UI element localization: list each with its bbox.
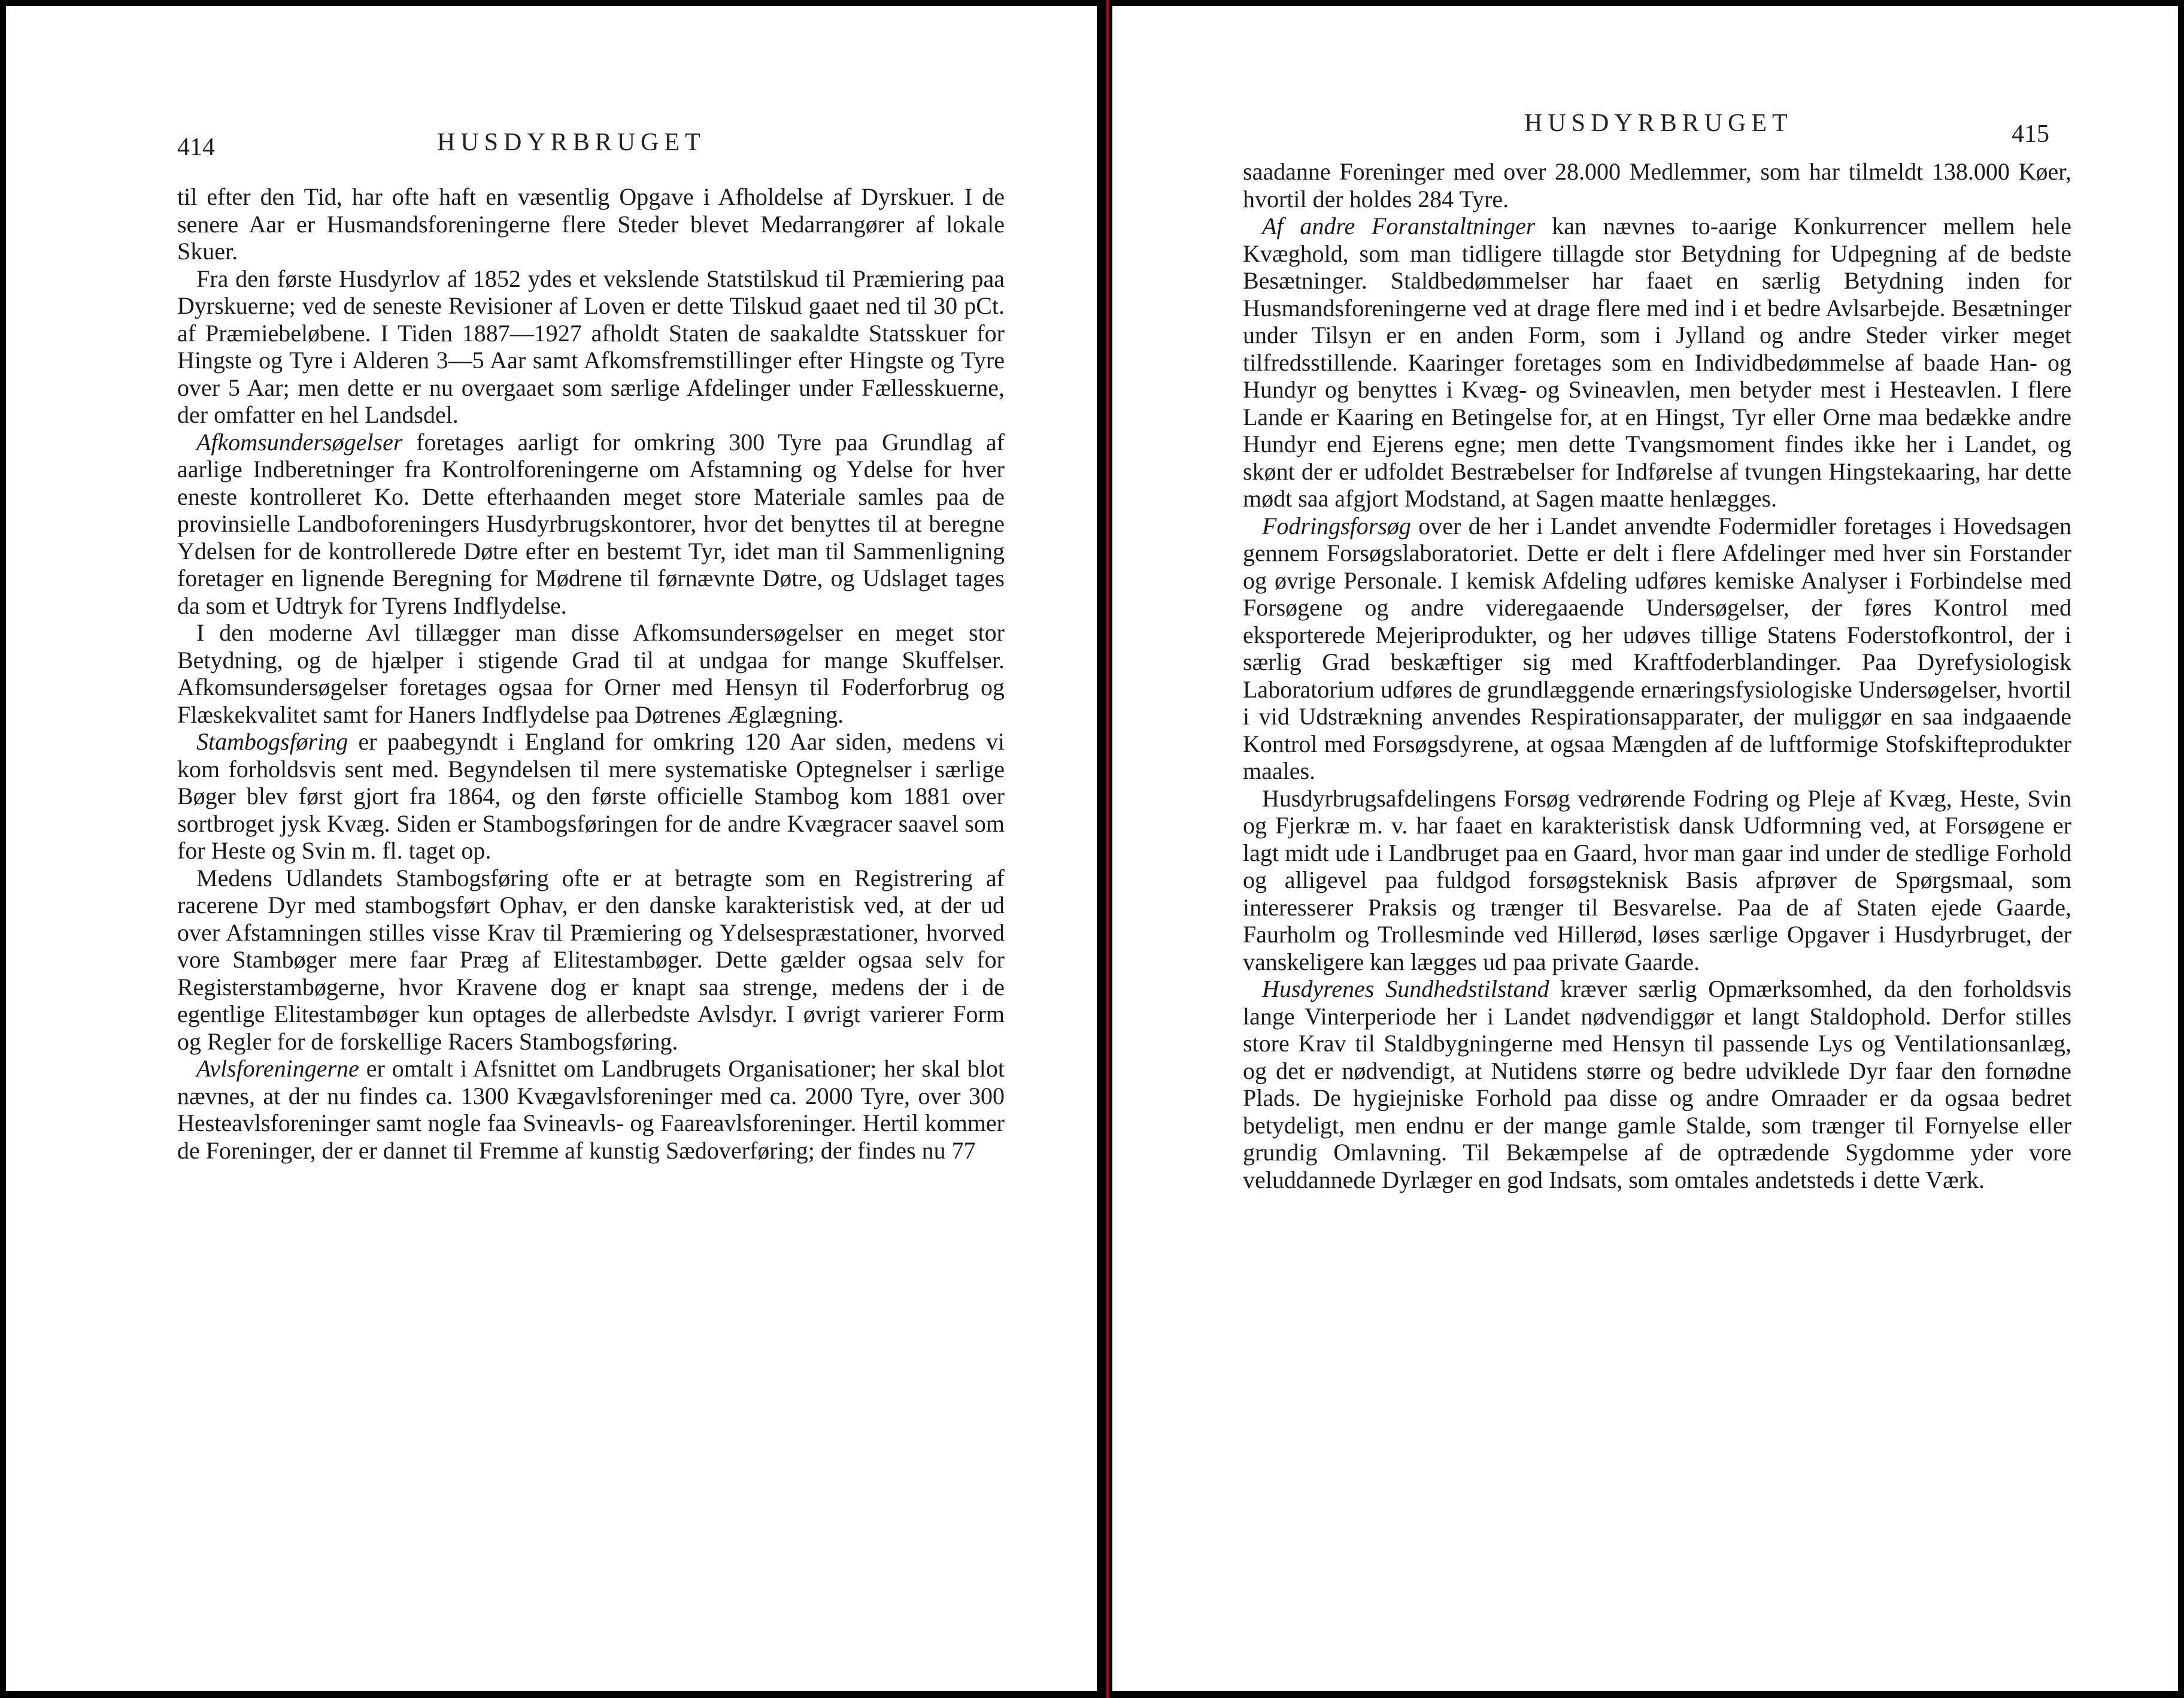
paragraph-text: over de her i Landet anvendte Fodermidler foretages i Hovedsagen gennem Forsøgslaboratoriet. Dette er delt i flere Afdelinger med hver sin Forstander og øvrige Personale. I kemisk Afdeling udføres kemiske Analyser i Forbindelse med Forsøgene og andre videregaaende Undersøgelser, der føres Kontrol med eksporterede Mejeriprodukter, og her udøves tillige Statens Foderstofkontrol, der i særlig Grad beskæftiger sig med Kraftfoderblandinger. Paa Dyrefysiologisk Laboratorium udføres de grundlæggende ernæringsfysiologiske Undersøgelser, hvortil i vid Udstrækning anvendes Respirationsapparater, der muliggør en saa indgaaende Kontrol med Forsøgsdyrene, at ogsaa Mængden af de luftformige Stofskifteprodukter maales. (1243, 512, 2071, 784)
page-number: 415 (2012, 120, 2049, 148)
paragraph-text: til efter den Tid, har ofte haft en væsentlig Opgave i Afholdelse af Dyrskuer. I de senere Aar er Husmandsforeningerne flere Steder blevet Medarrangører af lokale Skuer. (177, 183, 1005, 265)
paragraph-text: kan nævnes to-aarige Konkurrencer mellem hele Kvæghold, som man tidligere tillagde stor Betydning for Udpegning af de bedste Besætninger. Staldbedømmelser har faaet en særlig Betydning inden for Husmandsforeningerne ved at drage flere med ind i et bedre Avlsarbejde. Besætninger under Tilsyn er en anden Form, som i Jylland og andre Steder virker meget tilfredsstillende. Kaaringer foretages som en Individbedømmelse af baade Han- og Hundyr og benyttes i Kvæg- og Svineavlen, men betyder mest i Hesteavlen. I flere Lande er Kaaring en Betingelse for, at en Hingst, Tyr eller Orne maa bedække andre Hundyr end Ejerens egne; men dette Tvangsmoment findes ikke her i Landet, og skønt der er udfoldet Bestræbelser for Indførelse af tvungen Hingstekaaring, har dette mødt saa afgjort Modstand, at Sagen maatte henlægges. (1243, 213, 2071, 512)
paragraph (1243, 785, 2071, 976)
page-number: 414 (177, 134, 215, 161)
paragraph (1243, 158, 2071, 213)
paragraph-text: er paabegyndt i England for omkring 120 Aar siden, medens vi kom forholdsvis sent med. Begyndelsen til mere systematiske Optegnelser i særlige Bøger blev først gjort fra 1864, og den første officielle Stambog kom 1881 over sortbroget jysk Kvæg. Siden er Stambogsføringen for de andre Kvægracer saavel som for Heste og Svin m. fl. taget op. (177, 728, 1005, 864)
paragraph (177, 183, 1005, 265)
paragraph (177, 619, 1005, 728)
paragraph-text: Husdyrbrugsafdelingens Forsøg vedrørende Fodring og Pleje af Kvæg, Heste, Svin og Fjerkræ m. v. har faaet en karakteristisk dansk Udformning ved, at Forsøgene er lagt midt ude i Landbruget paa en Gaard, hvor man gaar ind under de stedlige Forhold og alligevel paa fuldgod forsøgsteknisk Basis afprøver de Spørgsmaal, som interesserer Praksis og trænger til Besvarelse. Paa de af Staten ejede Gaarde, Faurholm og Trollesminde ved Hillerød, løses særlige Opgaver i Husdyrbruget, der vanskeligere kan lægges ud paa private Gaarde. (1243, 784, 2071, 975)
paragraph (1243, 513, 2071, 785)
body-text (1243, 158, 2071, 1193)
gutter-edge (1106, 0, 1109, 1698)
book-gutter (1097, 0, 1112, 1698)
paragraph-lead: Husdyrenes Sundhedstilstand (1262, 975, 1549, 1002)
paragraph (177, 429, 1005, 620)
paragraph-text: Fra den første Husdyrlov af 1852 ydes et vekslende Statstilskud til Præmiering paa Dyrskuerne; ved de seneste Revisioner af Loven er dette Tilskud gaaet ned til 30 pCt. af Præmiebeløbene. I Tiden 1887—1927 afholdt Staten de saakaldte Statsskuer for Hingste og Tyre i Alderen 3—5 Aar samt Afkomsfremstillinger efter Hingste og Tyre over 5 Aar; men dette er nu overgaaet som særlige Afdelinger under Fællesskuerne, der omfatter en hel Landsdel. (177, 265, 1005, 428)
paragraph (177, 1055, 1005, 1164)
paragraph-text: Medens Udlandets Stambogsføring ofte er at betragte som en Registrering af racerene Dyr med stambogsført Ophav, er den danske karakteristisk ved, at der ud over Afstamningen stilles visse Krav til Præmiering og Ydelsespræstationer, hvorved vore Stambøger mere faar Præg af Elitestambøger. Dette gælder ogsaa selv for Registerstambøgerne, hvor Kravene dog er knapt saa strenge, medens der i de egentlige Elitestambøger kun optages de allerbedste Avlsdyr. I øvrigt varierer Form og Regler for de forskellige Racers Stambogsføring. (177, 864, 1005, 1055)
left-page (6, 6, 1097, 1691)
paragraph (177, 728, 1005, 865)
paragraph-text: I den moderne Avl tillægger man disse Afkomsundersøgelser en meget stor Betydning, og de hjælper i stigende Grad til at undgaa for mange Skuffelser. Afkomsundersøgelser foretages ogsaa for Orner med Hensyn til Foderforbrug og Flæskekvalitet samt for Haners Indflydelse paa Døtrenes Æglægning. (177, 619, 1005, 728)
running-head: HUSDYRBRUGET (437, 129, 706, 156)
right-page (1112, 6, 2178, 1691)
paragraph-text: kræver særlig Opmærksomhed, da den forholdsvis lange Vinterperiode her i Landet nødvendiggør et langt Staldophold. Derfor stilles store Krav til Staldbygningerne med Hensyn til passende Lys og Ventilationsanlæg, og det er nødvendigt, at Nutidens større og bedre udviklede Dyr faar den fornødne Plads. De hygiejniske Forhold paa disse og andre Omraader er da ogsaa bedret betydeligt, men endnu er der mange gamle Stalde, som trænger til Fornyelse eller grundig Omlavning. Til Bekæmpelse af de optrædende Sygdomme yder vore veluddannede Dyrlæger en god Indsats, som omtales andetsteds i dette Værk. (1243, 975, 2072, 1193)
paragraph (1243, 213, 2071, 513)
body-text (177, 183, 1005, 1164)
paragraph-lead: Af andre Foranstaltninger (1262, 213, 1536, 239)
running-head: HUSDYRBRUGET (1524, 110, 1793, 137)
paragraph (177, 865, 1005, 1056)
paragraph-lead: Stambogsføring (196, 728, 348, 755)
paragraph-text: saadanne Foreninger med over 28.000 Medlemmer, som har tilmeldt 138.000 Køer, hvortil der holdes 284 Tyre. (1243, 158, 2071, 213)
paragraph (1243, 975, 2071, 1193)
paragraph-lead: Fodringsforsøg (1262, 512, 1411, 539)
paragraph-lead: Avlsforeningerne (196, 1055, 359, 1082)
paragraph-text: er omtalt i Afsnittet om Landbrugets Organisationer; her skal blot nævnes, at der nu findes ca. 1300 Kvægavlsforeninger med ca. 2000 Tyre, over 300 Hesteavlsforeninger samt nogle faa Svineavls- og Faareavlsforeninger. Hertil kommer de Foreninger, der er dannet til Fremme af kunstig Sædoverføring; der findes nu 77 (177, 1055, 1005, 1164)
paragraph-lead: Afkomsundersøgelser (196, 428, 403, 456)
paragraph-text: foretages aarligt for omkring 300 Tyre paa Grundlag af aarlige Indberetninger fra Kontrolforeningerne om Afstamning og Ydelse for hver eneste kontrolleret Ko. Dette efterhaanden meget store Materiale samles paa de provinsielle Landboforeningers Husdyrbrugskontorer, hvor det benyttes til at beregne Ydelsen for de kontrollerede Døtre efter en bestemt Tyr, idet man til Sammenligning foretager en lignende Beregning for Mødrene til førnævnte Døtre, og Udslaget tages da som et Udtryk for Tyrens Indflydelse. (177, 428, 1005, 619)
paragraph (177, 265, 1005, 429)
